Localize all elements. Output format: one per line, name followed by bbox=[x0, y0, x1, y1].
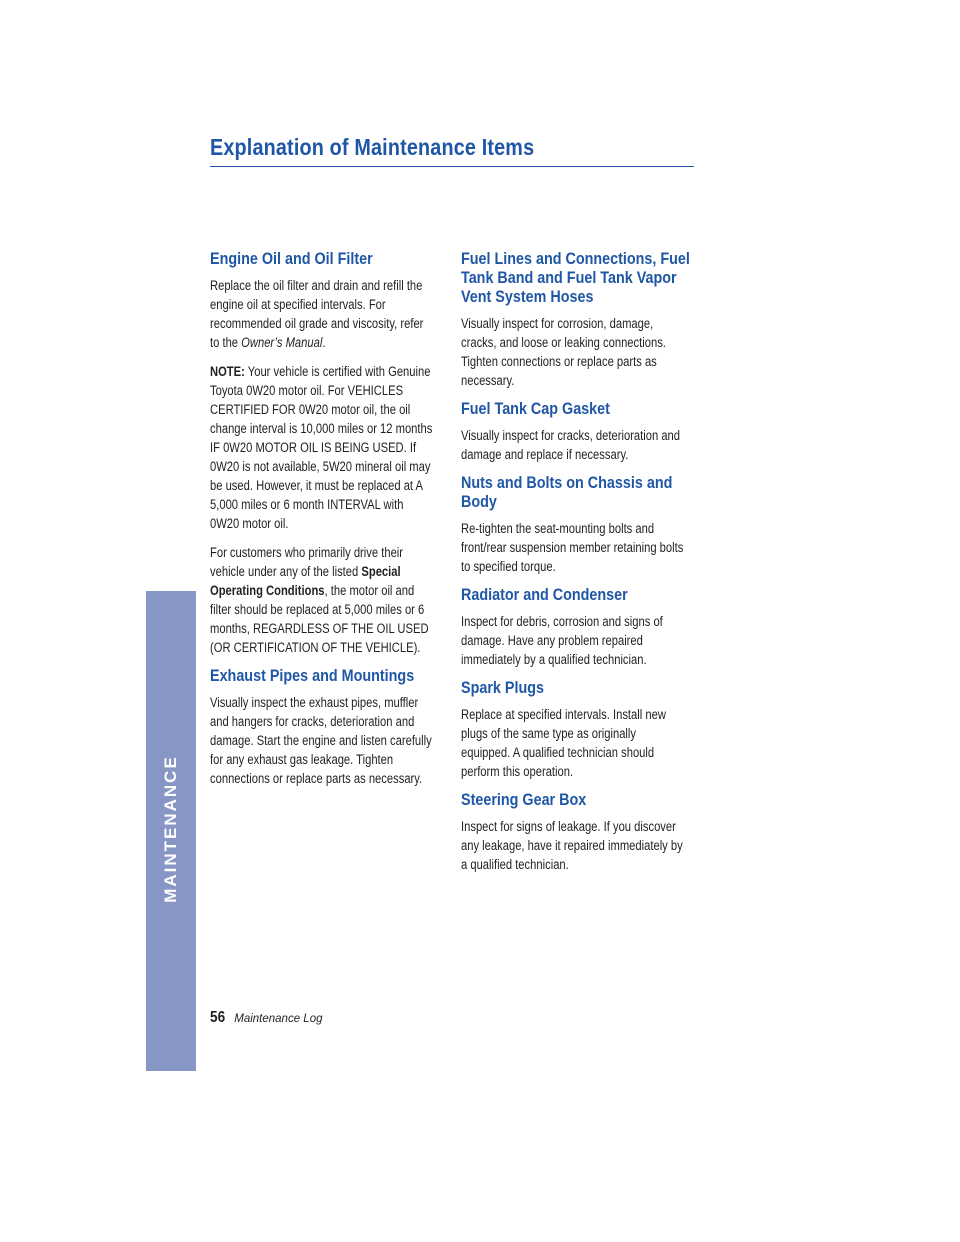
note-text: Your vehicle is certified with Genuine Toyota 0W20 motor oil. For VEHICLES CERTIFIED FOR 0W20 motor oil, the oil change interval is 10,000 miles or 12 months IF 0W20 MOTOR OIL IS BEING USED. If 0W20 is not available, 5W20 mineral oil may be used. However, it must be replaced at A 5,000 miles or 6 month INTERVAL with 0W20 motor oil. bbox=[210, 364, 433, 531]
sidebar-label: MAINTENANCE bbox=[161, 755, 180, 903]
section-fuel-tank-cap bbox=[461, 400, 697, 464]
section-paragraph bbox=[210, 276, 436, 352]
section-fuel-lines bbox=[461, 250, 697, 390]
paragraph-text: . bbox=[322, 335, 326, 350]
special-conditions-term: Special Operating Conditions bbox=[210, 564, 401, 598]
paragraph-text: For customers who primarily drive their vehicle under any of the listed bbox=[210, 545, 404, 579]
section-paragraph: Re-tighten the seat-mounting bolts and front/rear suspension member retaining bolts to specified torque. bbox=[461, 521, 684, 574]
right-column bbox=[461, 250, 697, 884]
title-divider bbox=[210, 166, 694, 167]
section-paragraph bbox=[210, 543, 436, 657]
page-number: 56 bbox=[210, 1009, 226, 1026]
section-paragraph: Visually inspect the exhaust pipes, muffler and hangers for cracks, deterioration and damage. Start the engine and listen carefully for any exhaust gas leakage. Tighten connections or replace parts as necessary. bbox=[210, 695, 432, 786]
page-title: Explanation of Maintenance Items bbox=[210, 134, 535, 160]
manual-reference: Owner’s Manual bbox=[241, 335, 323, 350]
section-heading: Nuts and Bolts on Chassis and Body bbox=[461, 474, 673, 511]
section-heading: Engine Oil and Oil Filter bbox=[210, 250, 373, 268]
page-footer bbox=[210, 1009, 322, 1027]
section-heading: Fuel Lines and Connections, Fuel Tank Band and Fuel Tank Vapor Vent System Hoses bbox=[461, 250, 690, 306]
section-nuts-bolts bbox=[461, 474, 697, 576]
section-heading: Steering Gear Box bbox=[461, 791, 587, 809]
section-paragraph: Visually inspect for cracks, deterioration and damage and replace if necessary. bbox=[461, 428, 681, 462]
section-spark-plugs bbox=[461, 679, 697, 781]
section-paragraph: Visually inspect for corrosion, damage, cracks, and loose or leaking connections. Tighten connections or replace parts as necessary. bbox=[461, 316, 666, 388]
section-steering-gear bbox=[461, 791, 697, 874]
section-heading: Fuel Tank Cap Gasket bbox=[461, 400, 610, 418]
paragraph-text: Replace the oil filter and drain and refill the engine oil at specified intervals. For recommended oil grade and viscosity, refer to the bbox=[210, 278, 424, 350]
paragraph-text: , the motor oil and filter should be replaced at 5,000 miles or 6 months, REGARDLESS OF THE OIL USED (OR CERTIFICATION OF THE VEHICLE). bbox=[210, 583, 429, 655]
note-label: NOTE: bbox=[210, 364, 245, 379]
section-paragraph: Inspect for signs of leakage. If you discover any leakage, have it repaired immediately by a qualified technician. bbox=[461, 819, 683, 872]
section-heading: Radiator and Condenser bbox=[461, 586, 628, 604]
section-exhaust bbox=[210, 667, 446, 788]
section-engine-oil bbox=[210, 250, 446, 657]
section-heading: Spark Plugs bbox=[461, 679, 544, 697]
section-paragraph: Inspect for debris, corrosion and signs of damage. Have any problem repaired immediately by a qualified technician. bbox=[461, 614, 663, 667]
left-column bbox=[210, 250, 446, 798]
section-paragraph: Replace at specified intervals. Install new plugs of the same type as originally equipped. A qualified technician should perform this operation. bbox=[461, 707, 666, 779]
note-paragraph bbox=[210, 362, 436, 533]
section-heading: Exhaust Pipes and Mountings bbox=[210, 667, 415, 685]
sidebar-label-container bbox=[146, 591, 196, 1071]
section-radiator bbox=[461, 586, 697, 669]
footer-section-name: Maintenance Log bbox=[234, 1013, 323, 1025]
